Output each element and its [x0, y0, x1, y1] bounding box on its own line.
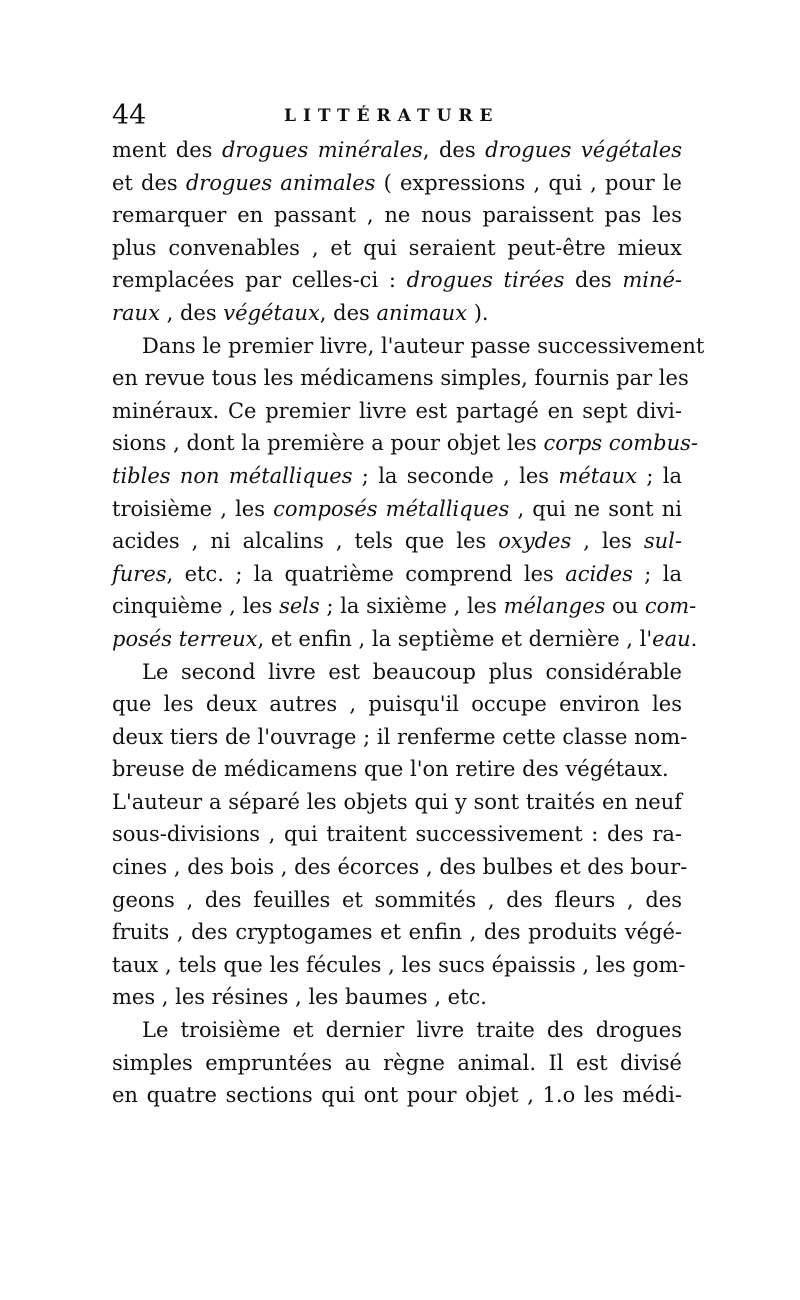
text-segment: ment des [112, 138, 222, 162]
text-segment: remplacées par celles-ci : [112, 268, 407, 293]
text-segment: ; la seconde , les [352, 463, 559, 488]
text-line [112, 884, 682, 917]
text-segment: des [564, 268, 623, 293]
italic-segment: miné- [622, 268, 682, 293]
text-line [112, 558, 682, 591]
text-segment: , qui ne sont ni [509, 496, 682, 521]
text-segment: ). [467, 300, 489, 325]
text-segment: sous-divisions , qui traitent successivement : des ra- [112, 822, 682, 847]
text-segment: cines , des bois , des écorces , des bulbes et des bour- [112, 855, 688, 880]
text-segment: , des [319, 300, 377, 325]
text-line [112, 460, 682, 493]
text-segment: fruits , des cryptogames et enfin , des produits végé- [112, 920, 682, 945]
text-line [112, 264, 682, 297]
text-segment: , etc. ; la quatrième comprend les [166, 561, 566, 586]
italic-segment: sels [279, 594, 320, 619]
text-segment: troisième , les [112, 496, 274, 521]
text-line [112, 688, 682, 721]
text-segment: en revue tous les médicamens simples, fournis par les [112, 366, 689, 391]
italic-segment: animaux [376, 300, 468, 325]
text-segment: deux tiers de l'ouvrage ; il renferme cette classe nom- [112, 724, 688, 749]
text-line [112, 525, 682, 558]
text-line [112, 297, 682, 330]
text-segment: Dans le premier livre, l'auteur passe successivement [142, 333, 705, 358]
text-segment: , des [422, 138, 486, 162]
text-line [112, 949, 686, 982]
text-line [112, 232, 682, 265]
text-line [112, 818, 682, 851]
text-segment: , les [571, 529, 644, 554]
text-line [112, 134, 682, 167]
italic-segment: sul- [643, 529, 682, 554]
text-segment: minéraux. Ce premier livre est partagé en sept divi- [112, 398, 682, 423]
text-line [112, 981, 682, 1014]
text-segment: Le second livre est beaucoup plus considérable [142, 659, 682, 684]
body-text [112, 134, 705, 1112]
text-segment: sions , dont la première a pour objet les [112, 431, 544, 456]
text-segment: remarquer en passant , ne nous paraissent pas les [112, 203, 682, 228]
italic-segment: drogues végétales [485, 138, 682, 162]
text-segment: ; la [637, 463, 682, 488]
italic-segment: oxydes [498, 529, 572, 554]
text-line [112, 721, 688, 754]
text-line [112, 1079, 682, 1112]
text-segment: que les deux autres , puisqu'il occupe environ les [112, 692, 682, 717]
text-line [112, 656, 682, 689]
text-line [112, 623, 698, 656]
text-line [112, 1047, 682, 1080]
text-segment: geons , des feuilles et sommités , des fleurs , des [112, 887, 682, 912]
text-segment: taux , tels que les fécules , les sucs épaissis , les gom- [112, 952, 686, 977]
text-segment: breuse de médicamens que l'on retire des végétaux. [112, 757, 669, 782]
italic-segment: eau [652, 626, 691, 651]
text-segment: ( expressions , qui , pour le [375, 170, 682, 195]
text-segment: , et enfin , la septième et dernière , l' [257, 626, 653, 651]
text-segment: cinquième , les [112, 594, 280, 619]
text-segment: . [690, 626, 698, 651]
italic-segment: com- [644, 594, 697, 619]
text-segment: ; la [632, 561, 682, 586]
text-segment: mes , les résines , les baumes , etc. [112, 985, 487, 1010]
text-segment: L'auteur a séparé les objets qui y sont traités en neuf [112, 789, 682, 814]
text-line [112, 199, 682, 232]
text-segment: plus convenables , et qui seraient peut-être mieux [112, 235, 682, 260]
text-segment: et des [112, 170, 186, 195]
italic-segment: raux [112, 300, 160, 325]
italic-segment: corps combus- [543, 431, 698, 456]
running-title: LITTÉRATURE [284, 106, 500, 126]
text-line [112, 753, 682, 786]
text-segment: , des [159, 300, 224, 325]
italic-segment: fures [112, 561, 167, 586]
text-line [112, 590, 697, 623]
italic-segment: composés métalliques [273, 496, 510, 521]
text-line [112, 851, 688, 884]
text-line [112, 167, 682, 200]
text-segment: ; la sixième , les [319, 594, 504, 619]
text-segment: acides , ni alcalins , tels que les [112, 529, 499, 554]
italic-segment: acides [565, 561, 633, 586]
text-line [112, 1014, 682, 1047]
italic-segment: mélanges [503, 594, 606, 619]
page-header [112, 96, 680, 136]
italic-segment: drogues tirées [406, 268, 565, 293]
text-segment: simples empruntées au règne animal. Il est divisé [112, 1050, 682, 1075]
text-line [112, 786, 682, 819]
text-segment: Le troisième et dernier livre traite des drogues [142, 1018, 682, 1043]
italic-segment: drogues minérales [221, 138, 423, 162]
italic-segment: végétaux [223, 300, 320, 325]
text-line [112, 395, 682, 428]
text-line [112, 362, 689, 395]
italic-segment: tibles non métalliques [112, 463, 353, 488]
text-line [112, 330, 705, 363]
italic-segment: drogues animales [185, 170, 376, 195]
italic-segment: posés terreux [112, 626, 258, 651]
italic-segment: métaux [558, 463, 638, 488]
text-segment: en quatre sections qui ont pour objet , 1.o les médi- [112, 1083, 682, 1108]
text-segment: ou [605, 594, 645, 619]
text-line [112, 916, 682, 949]
text-line [112, 493, 682, 526]
page-number: 44 [112, 100, 147, 131]
text-line [112, 427, 698, 460]
